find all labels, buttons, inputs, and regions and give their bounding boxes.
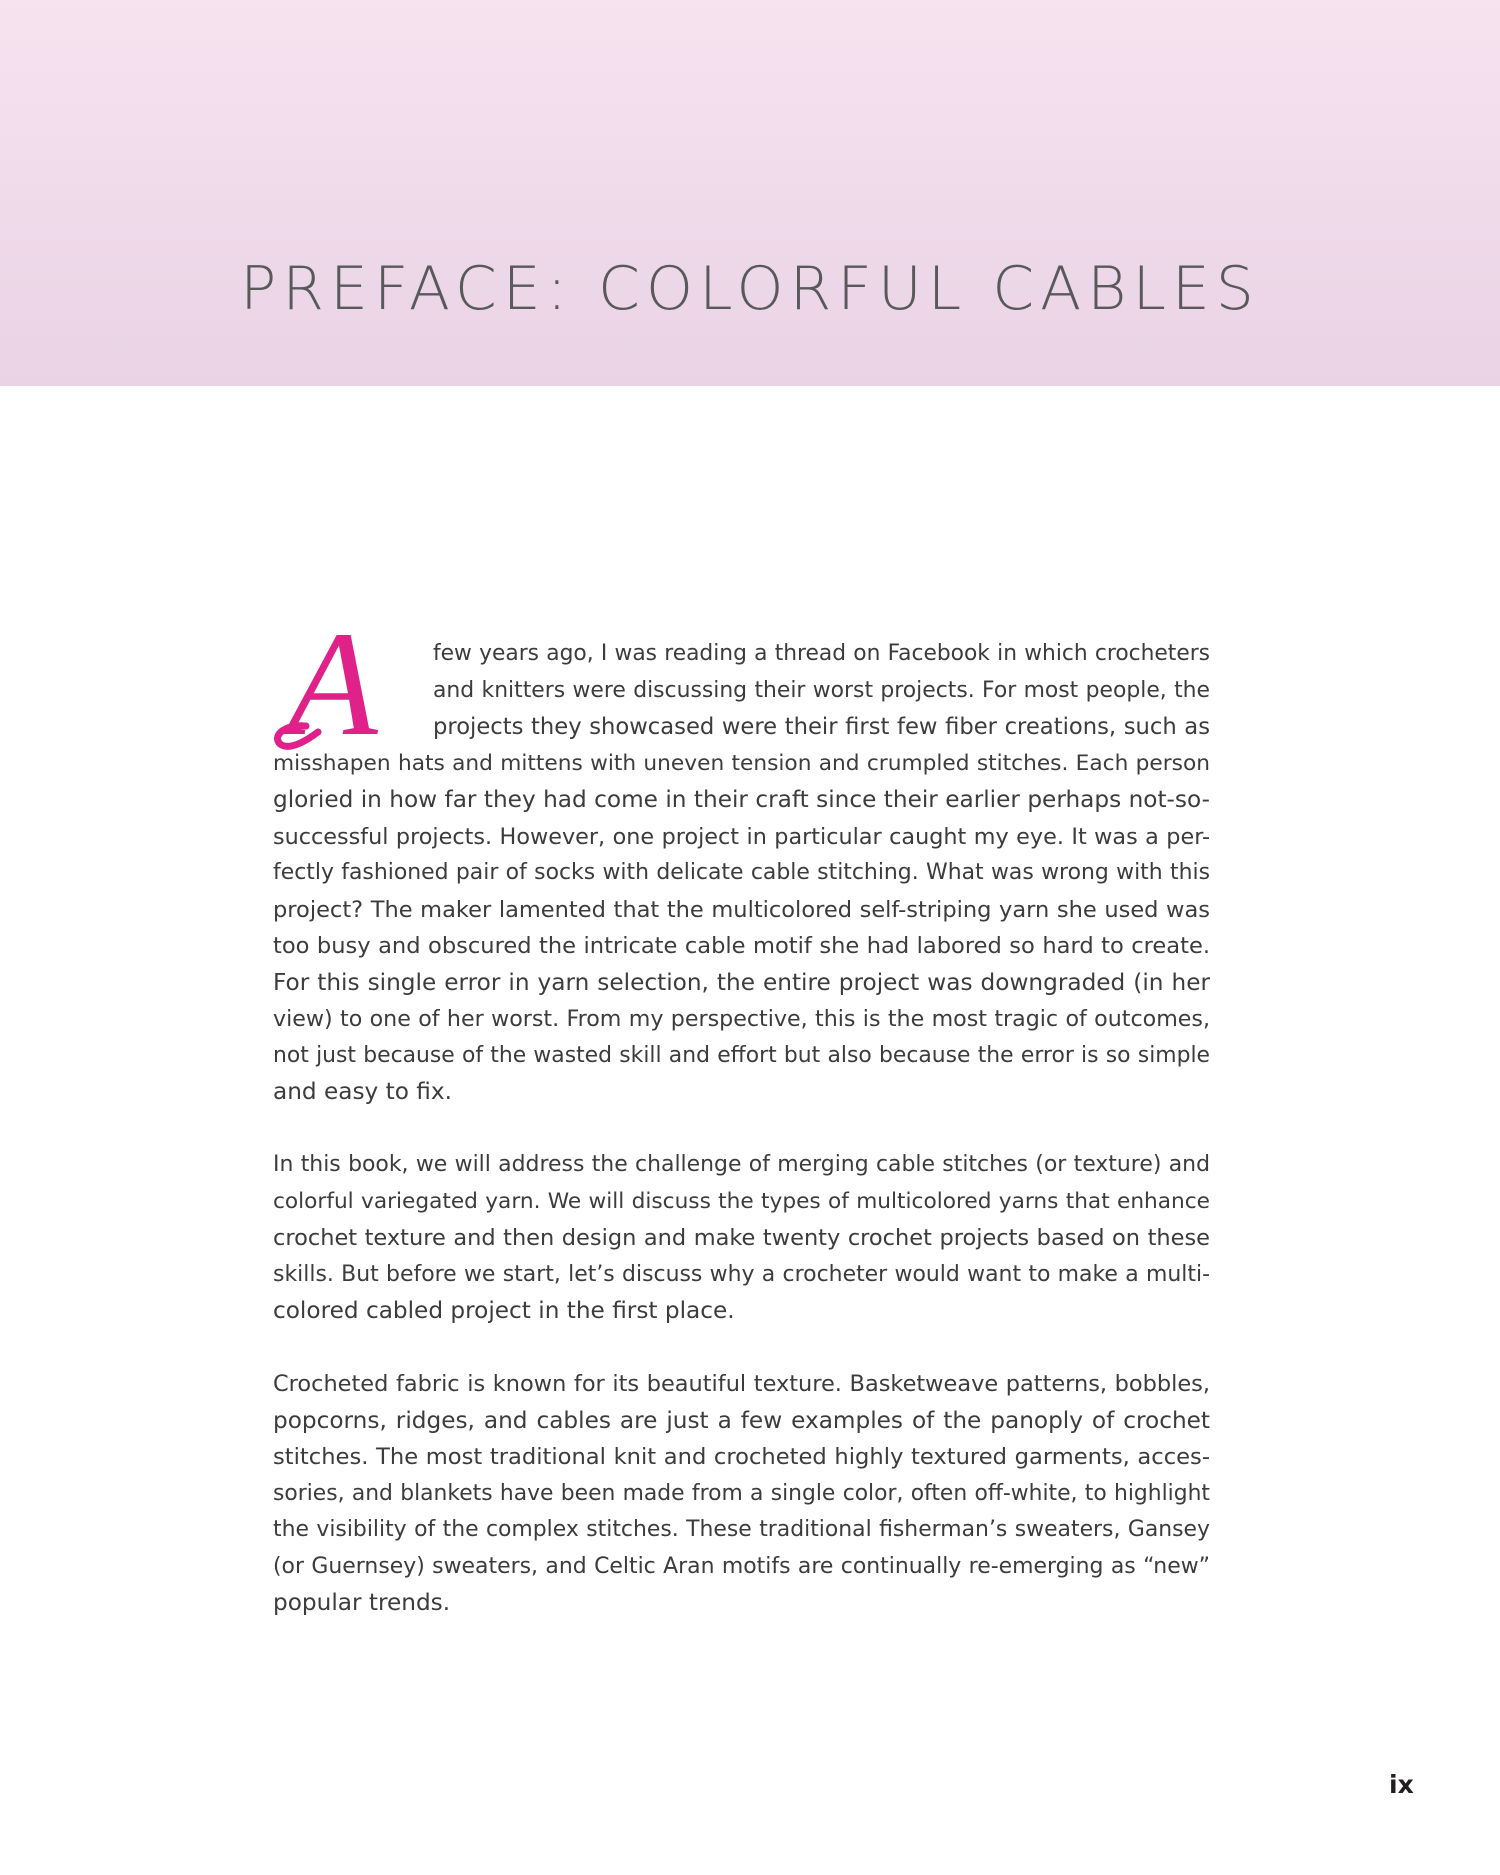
text-line: In this book, we will address the challenge of merging cable stitches (or texture) and: [273, 1152, 1210, 1177]
text-line: view) to one of her worst. From my perspective, this is the most tragic of outcomes,: [273, 1006, 1210, 1032]
text-line: misshapen hats and mittens with uneven tension and crumpled stitches. Each person: [273, 750, 1210, 776]
paragraph-1: [273, 636, 1210, 1111]
text-line: popcorns, ridges, and cables are just a few examples of the panoply of crochet: [273, 1406, 1210, 1434]
text-line: few years ago, I was reading a thread on Facebook in which crocheters: [433, 641, 1210, 666]
text-line: and easy to fix.: [273, 1078, 452, 1105]
text-line: colorful variegated yarn. We will discuss the types of multicolored yarns that enhance: [273, 1188, 1210, 1214]
text-line: stitches. The most traditional knit and crocheted highly textured garments, acces-: [273, 1444, 1210, 1470]
text-line: skills. But before we start, let’s discuss why a crocheter would want to make a multi-: [273, 1261, 1210, 1287]
paragraph-2: [273, 1147, 1210, 1330]
text-line: Crocheted fabric is known for its beautiful texture. Basketweave patterns, bobbles,: [273, 1371, 1210, 1397]
page-title: PREFACE: COLORFUL CABLES: [240, 254, 1260, 324]
page-number: ix: [1389, 1770, 1414, 1799]
drop-cap-glyph: A: [286, 628, 378, 750]
header-band: [0, 0, 1500, 386]
text-line: projects they showcased were their first few fiber creations, such as: [433, 714, 1210, 740]
text-line: popular trends.: [273, 1589, 451, 1616]
text-line: sories, and blankets have been made from a single color, often off-white, to highlight: [273, 1480, 1210, 1506]
text-line: fectly fashioned pair of socks with delicate cable stitching. What was wrong with this: [273, 860, 1210, 885]
text-line: gloried in how far they had come in their craft since their earlier perhaps not-so-: [273, 786, 1210, 813]
paragraph-3: [273, 1366, 1210, 1622]
text-line: the visibility of the complex stitches. These traditional fisherman’s sweaters, Gansey: [273, 1517, 1210, 1542]
text-line: project? The maker lamented that the multicolored self-striping yarn she used was: [273, 896, 1210, 923]
text-line: colored cabled project in the first place.: [273, 1297, 735, 1324]
text-line: successful projects. However, one project in particular caught my eye. It was a per-: [273, 823, 1210, 850]
text-line: crochet texture and then design and make twenty crochet projects based on these: [273, 1225, 1210, 1251]
text-line: and knitters were discussing their worst projects. For most people, the: [433, 677, 1210, 703]
body-text: [273, 636, 1210, 1622]
text-line: not just because of the wasted skill and effort but also because the error is so simple: [273, 1042, 1210, 1068]
text-line: too busy and obscured the intricate cable motif she had labored so hard to create.: [273, 933, 1210, 959]
text-line: For this single error in yarn selection, the entire project was downgraded (in her: [273, 968, 1210, 996]
text-line: (or Guernsey) sweaters, and Celtic Aran motifs are continually re-emerging as “new”: [273, 1553, 1210, 1579]
